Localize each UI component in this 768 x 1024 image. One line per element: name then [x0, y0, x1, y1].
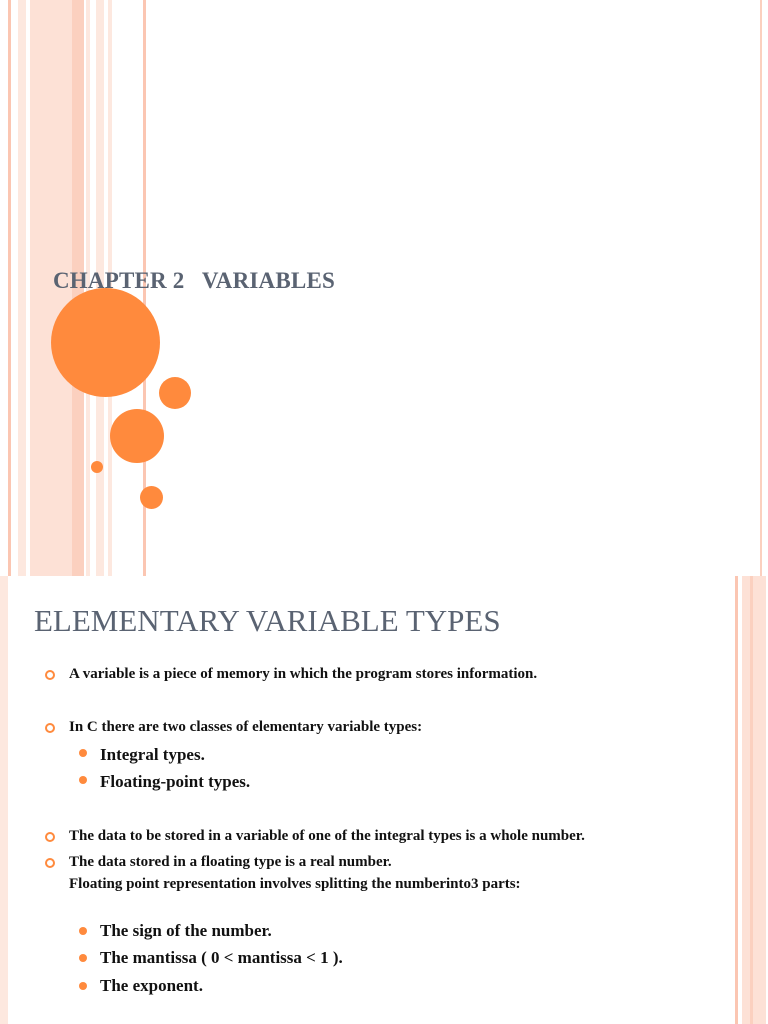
decorative-circle-small [91, 461, 103, 473]
bullet-ring-icon [45, 858, 55, 868]
stripe [735, 576, 738, 1024]
stripe-left [0, 576, 8, 1024]
sub-bullet-text: Integral types. [100, 745, 205, 764]
slide-title: ELEMENTARY VARIABLE TYPES [34, 603, 501, 638]
decorative-circle [159, 377, 191, 409]
sub-bullet-text: The sign of the number. [100, 921, 272, 940]
stripe [750, 576, 753, 1024]
bullet-dot-icon [79, 749, 87, 757]
sub-bullet-text: The mantissa ( 0 < mantissa < 1 ). [100, 948, 343, 967]
slide-title: CHAPTER 2 VARIABLES [53, 268, 335, 293]
bullet-ring-icon [45, 723, 55, 733]
bullet-dot-icon [79, 927, 87, 935]
bullet-text: The data to be stored in a variable of one of the integral types is a whole number. [69, 828, 585, 844]
bullet-ring-icon [45, 670, 55, 680]
decorative-circle [110, 409, 164, 463]
stripe [742, 576, 766, 1024]
bullet-ring-icon [45, 832, 55, 842]
sub-bullet-text: The exponent. [100, 976, 203, 995]
bullet-text: A variable is a piece of memory in which the program stores information. [69, 666, 538, 682]
decorative-circle-large [51, 288, 160, 397]
stripe [18, 0, 26, 576]
stripe [8, 0, 11, 576]
bullet-dot-icon [79, 954, 87, 962]
sub-bullet-text: Floating-point types. [100, 772, 251, 791]
bullet-text-continuation: Floating point representation involves splitting the numberinto3 parts: [69, 876, 521, 892]
stripe-right [760, 0, 762, 576]
bullet-text: In C there are two classes of elementary variable types: [69, 719, 423, 735]
bullet-dot-icon [79, 776, 87, 784]
content-slide [0, 576, 768, 1024]
decorative-circle [140, 486, 163, 509]
bullet-text: The data stored in a floating type is a real number. [69, 854, 392, 870]
bullet-dot-icon [79, 982, 87, 990]
